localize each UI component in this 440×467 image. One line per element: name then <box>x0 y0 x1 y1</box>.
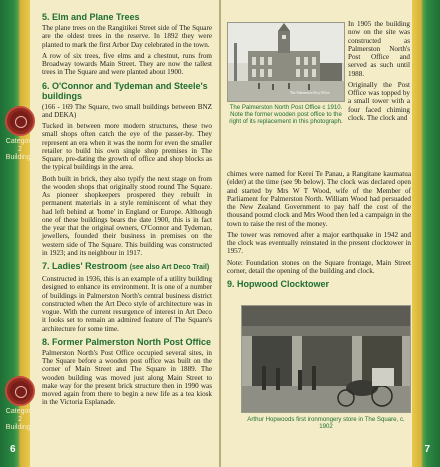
note-paragraph: Note: Foundation stones on the Square frontage, Main Street corner, detail the opening of the building and clock. <box>227 258 411 275</box>
section-6-address: (166 - 169 The Square, two small buildings between BNZ and DEKA) <box>42 102 212 119</box>
right-page <box>221 0 440 467</box>
hopwood-photo-caption: Arthur Hopwoods first ironmongery store in The Square, c. 1902 <box>247 416 405 431</box>
category-badge-bottom <box>3 376 37 432</box>
section-5-title: 5. Elm and Plane Trees <box>42 12 140 22</box>
clock-paragraph: chimes were named for Kerei Te Panau, a Rangitane kaumatua (elder) at the time (see 9b below). The clock was declared open and started by Mrs W T Wood, wife of the Member of Parliament for Palmerston North. William Wood had persuaded the New Zealand Government to pay half the cost of the thousand pound clock and Mrs Wood then led a campaign in the town to raise the rest of the money. <box>227 170 411 228</box>
post-office-intro: In 1905 the building now on the site was constructed as Palmerston North's Post Office and served as such until 1988. <box>348 20 410 78</box>
section-5-paragraph-2: A row of six trees, five elms and a chestnut, runs from Broadway towards Main Street. They are now the tallest trees in The Square and were planted about 1900. <box>42 51 212 77</box>
hopwood-store-image <box>242 306 410 412</box>
section-6-paragraph-1: Tucked in between more modern structures, these two small shops often catch the eye of the passer-by. They represent an era when it was the norm for even the smaller retailer to build his own single shop premises in The Square, pre-dating the growth of office and shop blocks as the typical buildings in the area. <box>42 122 212 172</box>
category-badge-top <box>3 106 37 162</box>
section-5-paragraph-1: The plane trees on the Rangitikei Street side of The Square are the oldest trees in the reserve. In 1892 they were planted to mark the first Arbor Day celebrated in the town. <box>42 24 212 49</box>
page-number-left: 6 <box>10 444 16 455</box>
hopwood-store-photo <box>241 305 411 413</box>
seal-icon <box>5 106 35 136</box>
clock-intro: Originally the Post Office was topped by a small tower with a four faced chiming clock. The clock and <box>348 80 410 122</box>
post-office-image <box>228 23 344 101</box>
page-number-right: 7 <box>424 444 430 455</box>
tower-paragraph: The tower was removed after a major earthquake in 1942 and the clock was eventually reinstated in the present clocktower in 1957. <box>227 230 411 256</box>
right-narrow-column <box>348 20 410 125</box>
category-badge-label: Category 2 Buildings <box>5 138 35 161</box>
post-office-photo <box>227 22 345 102</box>
left-page <box>0 0 219 467</box>
section-7-title-main: 7. Ladies' Restroom <box>42 261 128 271</box>
section-7-paragraph: Constructed in 1936, this is an example of a utility building designed to enhance its environment. It is one of a number of buildings in Palmerston North's central business district constructed when the Art Deco style of architecture was in vogue. With the current resurgence of interest in Art Deco it looks set to remain an admired feature of The Square's architecture for some time. <box>42 275 212 333</box>
seal-icon <box>5 376 35 406</box>
right-text-column <box>227 170 411 291</box>
category-badge-label: Category 2 Buildings <box>5 408 35 431</box>
section-8-title: 8. Former Palmerston North Post Office <box>42 336 212 347</box>
section-7-title-sub: (see also Art Deco Trail) <box>129 264 210 271</box>
section-6-title: 6. O'Connor and Tydeman and Steele's buildings <box>42 80 208 101</box>
post-office-photo-caption: The Palmerston North Post Office c 1910. Note the former wooden post office to the right of its replacement in this photograph. <box>229 104 343 126</box>
section-8-paragraph: Palmerston North's Post Office occupied several sites, in The Square before a wooden post office was built on the corner of Main Street and The Square in 1889. The wooden building was moved just along Main Street to make way for the present brick structure then in 1990 was moved again from there to begin a new life as a tea kiosk in the Victoria Esplanade. <box>42 348 212 407</box>
section-9-title: 9. Hopwood Clocktower <box>227 279 330 289</box>
right-color-stripe <box>412 0 440 467</box>
left-text-column <box>42 8 212 410</box>
photo-sign-text: The Palmerston Post Office <box>290 91 330 95</box>
section-6-paragraph-2: Both built in brick, they also typify the next stage on from the wooden shops that originally stood round The Square. As pioneer shopkeepers prospered they rebuilt in permanent materials in a style reminiscent of what they had left behind at 'home' in England or Europe. Although one of these buildings bears the date 1900, this is in fact the year that the original owners, O'Connor and Tydeman, jewellers, founded their business in premises on the western side of The Square. This building was constructed in 1923; and its neighbour in 1917. <box>42 174 212 257</box>
section-7-title <box>42 261 212 273</box>
